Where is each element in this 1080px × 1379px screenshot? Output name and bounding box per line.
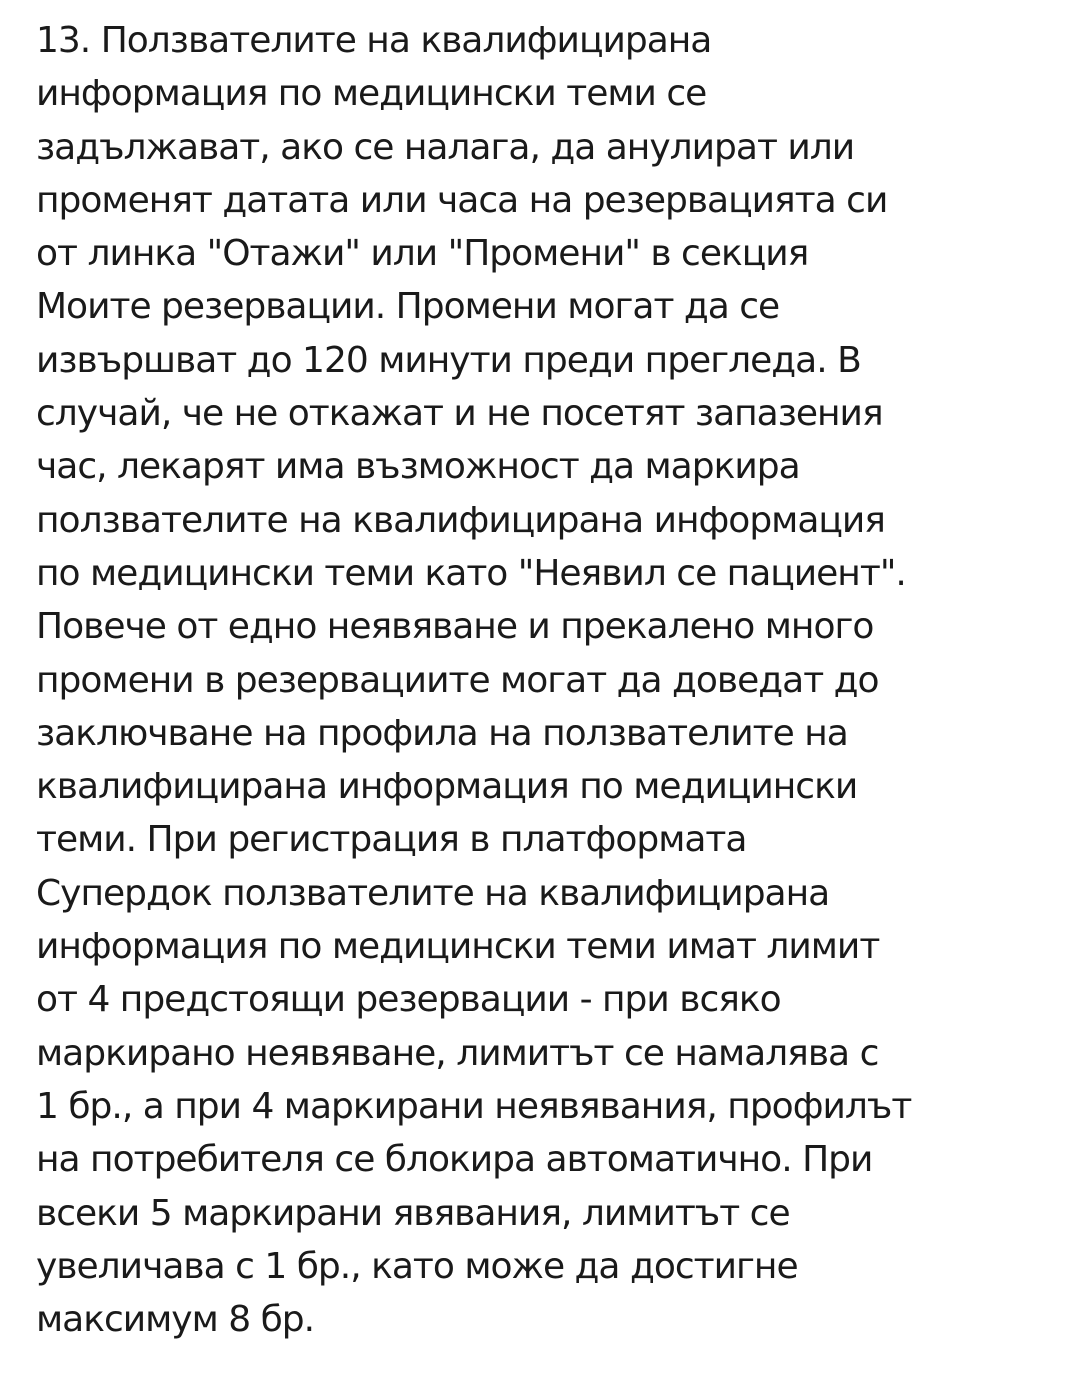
text-line-10: ползвателите на квалифицирана информация xyxy=(36,499,885,541)
text-line-15: квалифицирана информация по медицински xyxy=(36,766,858,808)
text-line-11: по медицински теми като "Неявил се пациент". xyxy=(36,552,906,594)
text-line-23: всеки 5 маркирани явявания, лимитът се xyxy=(36,1192,790,1234)
text-line-14: заключване на профила на ползвателите на xyxy=(36,712,848,754)
text-line-12: Повече от едно неявяване и прекалено много xyxy=(36,606,874,648)
text-line-2: информация по медицински теми се xyxy=(36,73,707,115)
text-line-6: Моите резервации. Промени могат да се xyxy=(36,286,780,328)
text-line-4: променят датата или часа на резервацията си xyxy=(36,179,888,221)
text-line-5: от линка "Отажи" или "Промени" в секция xyxy=(36,233,809,275)
text-line-25: максимум 8 бр. xyxy=(36,1299,315,1341)
text-line-7: извършват до 120 минути преди прегледа. В xyxy=(36,339,861,381)
text-line-17: Супердок ползвателите на квалифицирана xyxy=(36,872,830,914)
text-line-19: от 4 предстоящи резервации - при всяко xyxy=(36,979,781,1021)
text-line-24: увеличава с 1 бр., като може да достигне xyxy=(36,1245,798,1287)
text-line-1: 13. Ползвателите на квалифицирана xyxy=(36,20,712,61)
text-line-18: информация по медицински теми имат лимит xyxy=(36,926,880,968)
text-line-21: 1 бр., а при 4 маркирани неявявания, профилът xyxy=(36,1085,912,1127)
text-line-13: промени в резервациите могат да доведат до xyxy=(36,659,879,701)
text-line-8: случай, че не откажат и не посетят запазения xyxy=(36,393,883,435)
text-line-16: теми. При регистрация в платформата xyxy=(36,819,747,861)
text-line-22: на потребителя се блокира автоматично. При xyxy=(36,1139,873,1181)
text-line-20: маркирано неявяване, лимитът се намалява с xyxy=(36,1032,879,1074)
text-line-3: задължават, ако се налага, да анулират или xyxy=(36,126,855,168)
text-line-9: час, лекарят има възможност да маркира xyxy=(36,446,800,488)
document-body xyxy=(36,14,1076,1346)
